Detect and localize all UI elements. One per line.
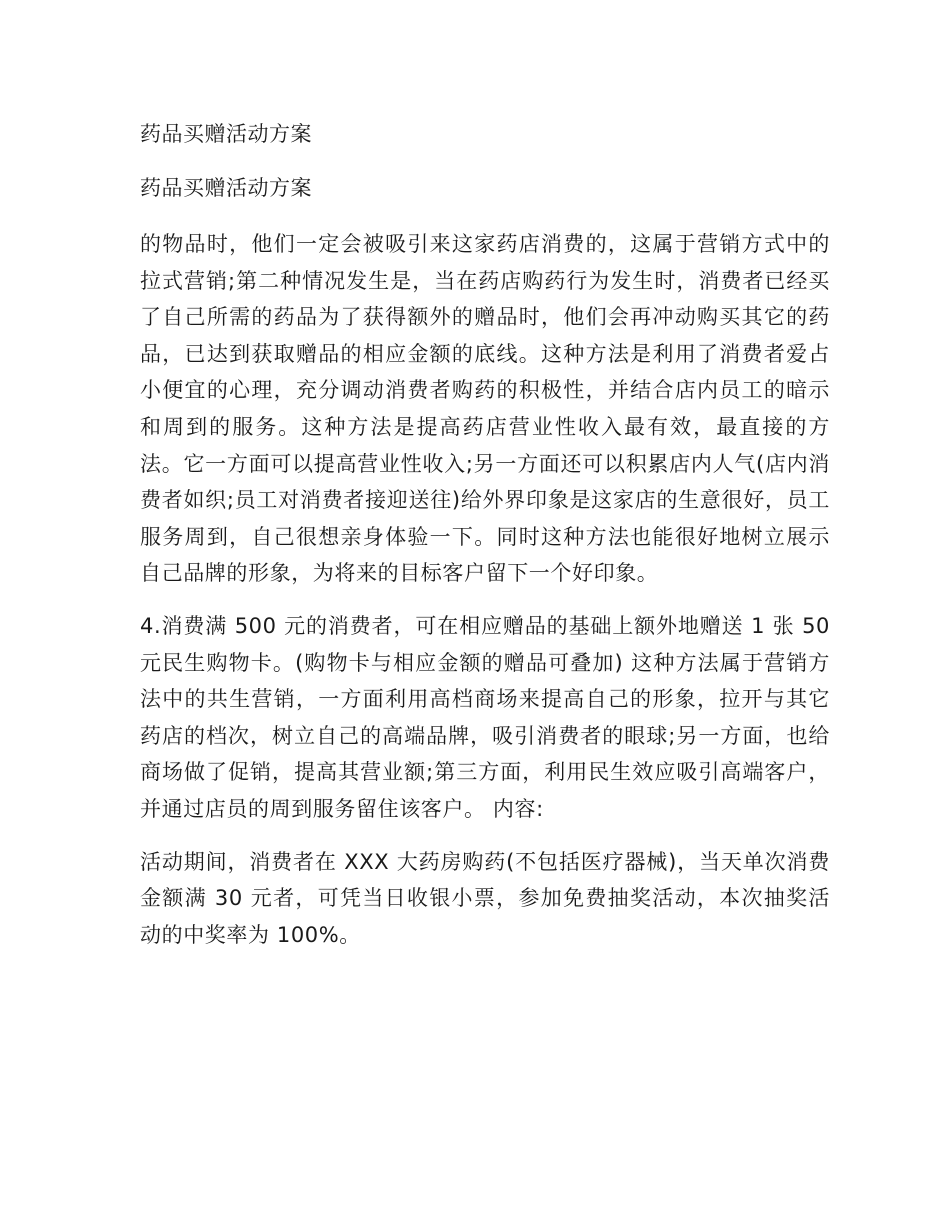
document-subtitle: 药品买赠活动方案 [140,176,312,200]
paragraph-shopping-card: 4.消费满 500 元的消费者，可在相应赠品的基础上额外地赠送 1 张 50 元民生购物卡。(购物卡与相应金额的赠品可叠加) 这种方法属于营销方法中的共生营销，一方面利用高档商场来提高自己的形象，拉开与其它药店的档次，树立自己的高端品牌，吸引消费者的眼球;另一方面，也给商场做了促销，提高其营业额;第三方面，利用民生效应吸引高端客户，并通过店员的周到服务留住该客户。 内容: [140,613,830,821]
document-title: 药品买赠活动方案 [140,122,312,146]
document-page [140,118,830,969]
paragraph-lottery-activity: 活动期间，消费者在 XXX 大药房购药(不包括医疗器械)，当天单次消费金额满 30 元者，可凭当日收银小票，参加免费抽奖活动，本次抽奖活动的中奖率为 100%。 [140,849,830,947]
paragraph-marketing-methods: 的物品时，他们一定会被吸引来这家药店消费的，这属于营销方式中的拉式营销;第二种情况发生是，当在药店购药行为发生时，消费者已经买了自己所需的药品为了获得额外的赠品时，他们会再冲动购买其它的药品，已达到获取赠品的相应金额的底线。这种方法是利用了消费者爱占小便宜的心理，充分调动消费者购药的积极性，并结合店内员工的暗示和周到的服务。这种方法是提高药店营业性收入最有效，最直接的方法。它一方面可以提高营业性收入;另一方面还可以积累店内人气(店内消费者如织;员工对消费者接迎送往)给外界印象是这家店的生意很好，员工服务周到，自己很想亲身体验一下。同时这种方法也能很好地树立展示自己品牌的形象，为将来的目标客户留下一个好印象。 [140,232,830,586]
